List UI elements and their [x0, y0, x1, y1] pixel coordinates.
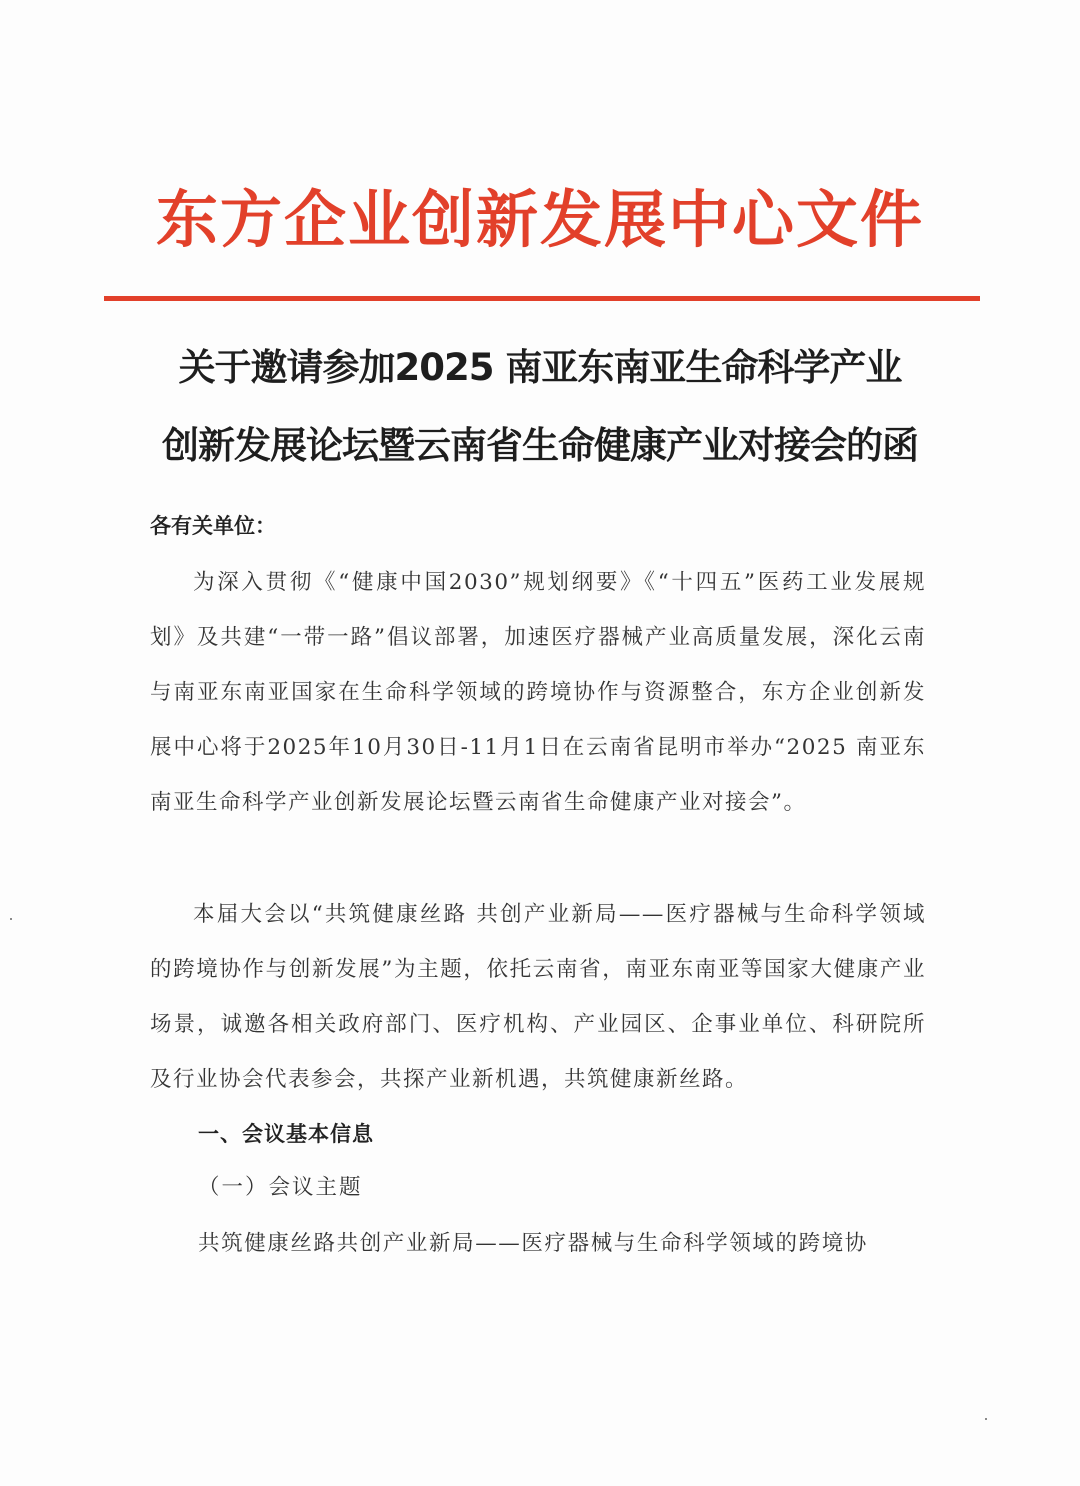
document-title [120, 338, 960, 494]
masthead-title: 东方企业创新发展中心文件 [155, 183, 924, 256]
document-title-line-1: 关于邀请参加2025 南亚东南亚生命科学产业 [178, 346, 902, 389]
document-title-line-2: 创新发展论坛暨云南省生命健康产业对接会的函 [162, 424, 918, 467]
body-paragraph-1: 为深入贯彻《“健康中国2030”规划纲要》《“十四五”医药工业发展规划》及共建“一带一路”倡议部署，加速医疗器械产业高质量发展，深化云南与南亚东南亚国家在生命科学领域的跨境协作与资源整合，东方企业创新发展中心将于2025年10月30日-11月1日在云南省昆明市举办“2025 南亚东南亚生命科学产业创新发展论坛暨云南省生命健康产业对接会”。 [150, 570, 926, 815]
section-heading-1: 一、会议基本信息 [198, 1122, 374, 1146]
sub-heading-meeting-theme: （一）会议主题 [198, 1175, 363, 1200]
red-separator-line [104, 296, 980, 301]
body-paragraph-2: 本届大会以“共筑健康丝路 共创产业新局——医疗器械与生命科学领域的跨境协作与创新发展”为主题，依托云南省，南亚东南亚等国家大健康产业场景，诚邀各相关政府部门、医疗机构、产业园区、企事业单位、科研院所及行业协会代表参会，共探产业新机遇，共筑健康新丝路。 [150, 902, 926, 1092]
salutation: 各有关单位： [150, 514, 276, 538]
scan-speck [10, 918, 12, 920]
meeting-theme-text: 共筑健康丝路共创产业新局——医疗器械与生命科学领域的跨境协 [198, 1231, 868, 1256]
scan-speck [985, 1418, 987, 1420]
